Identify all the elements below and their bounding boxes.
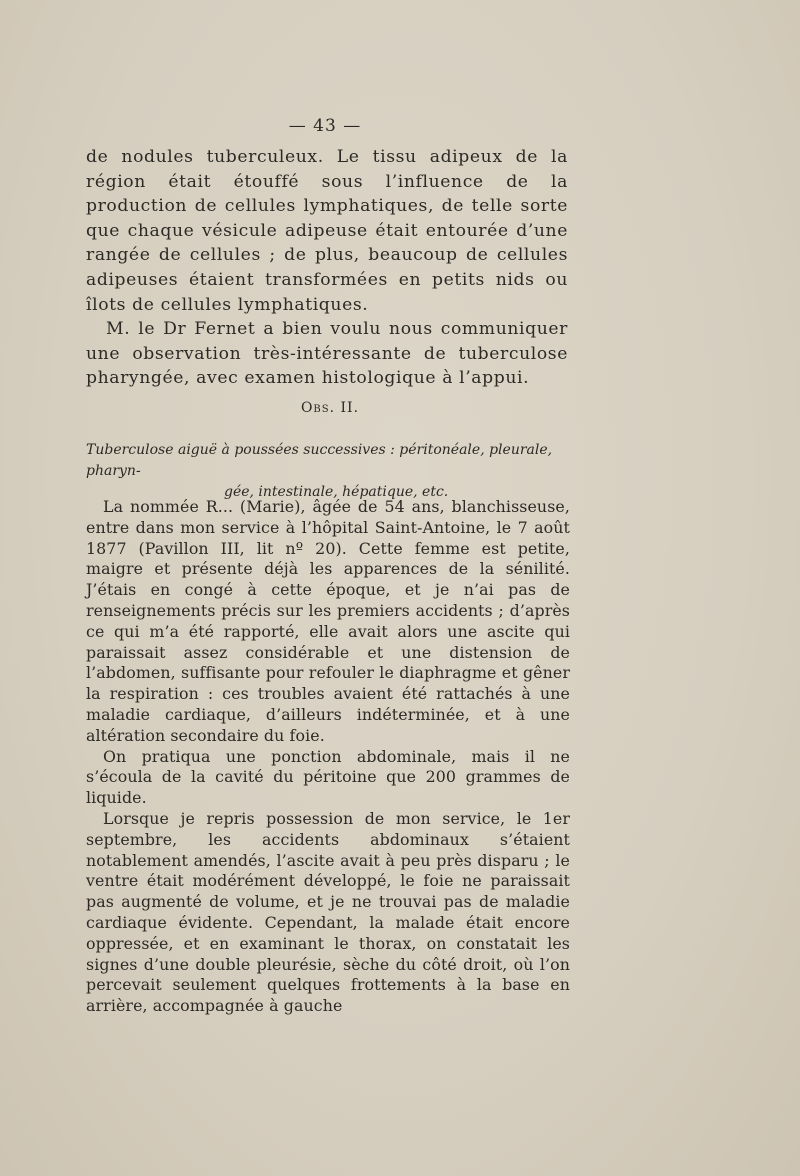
body-paragraph-1: La nommée R... (Marie), âgée de 54 ans, blanchisseuse, entre dans mon service à l’hôpital Saint-Antoine, le 7 août 1877 (Pavillon III, lit nº 20). Cette femme est petite, maigre et présente déjà les apparences de la sénilité. J’étais en congé à cette époque, et je n’ai pas de renseignements précis sur les premiers accidents ; d’après ce qui m’a été rapporté, elle avait alors une ascite qui paraissait assez considérable et une distension de l’abdomen, suffisante pour refouler le diaphragme et gêner la respiration : ces troubles avaient été rattachés à une maladie cardiaque, d’ailleurs indéterminée, et à une altération secondaire du foie. [86, 497, 570, 745]
observation-title-text: Obs. II. [300, 400, 360, 416]
body-paragraph-2: On pratiqua une ponction abdominale, mais il ne s’écoula de la cavité du péritoine que 200 grammes de liquide. [86, 746, 570, 808]
observation-body [86, 497, 570, 1017]
body-paragraph-3: Lorsque je repris possession de mon service, le 1er septembre, les accidents abdominaux s’étaient notablement amendés, l’ascite avait à peu près disparu ; le ventre était modérément développé, le foie ne paraissait pas augmenté de volume, et je ne trouvai pas de maladie cardiaque évidente. Cependant, la malade était encore oppressée, et en examinant le thorax, on constatait les signes d’une double pleurésie, sèche du côté droit, où l’on percevait seulement quelques frottements à la base en arrière, accompagnée à gauche [86, 808, 570, 1016]
intro-text [86, 145, 568, 391]
observation-subtitle [86, 440, 570, 503]
observation-subtitle-line-1: Tuberculose aiguë à poussées successives : péritonéale, pleurale, pharyn- [86, 442, 553, 479]
intro-paragraph-2: M. le Dr Fernet a bien voulu nous communiquer une observation très-intéressante de tuberculose pharyngée, avec examen histologique à l’appui. [86, 319, 568, 389]
observation-title [0, 400, 660, 416]
page-number: — 43 — [288, 116, 362, 136]
observation-subtitle-line-2: gée, intestinale, hépatique, etc. [224, 484, 449, 500]
intro-paragraph-1: de nodules tuberculeux. Le tissu adipeux de la région était étouffé sous l’influence de la production de cellules lymphatiques, de telle sorte que chaque vésicule adipeuse était entourée d’une rangée de cellules ; de plus, beaucoup de cellules adipeuses étaient transformées en petits nids ou îlots de cellules lymphatiques. [86, 147, 568, 315]
